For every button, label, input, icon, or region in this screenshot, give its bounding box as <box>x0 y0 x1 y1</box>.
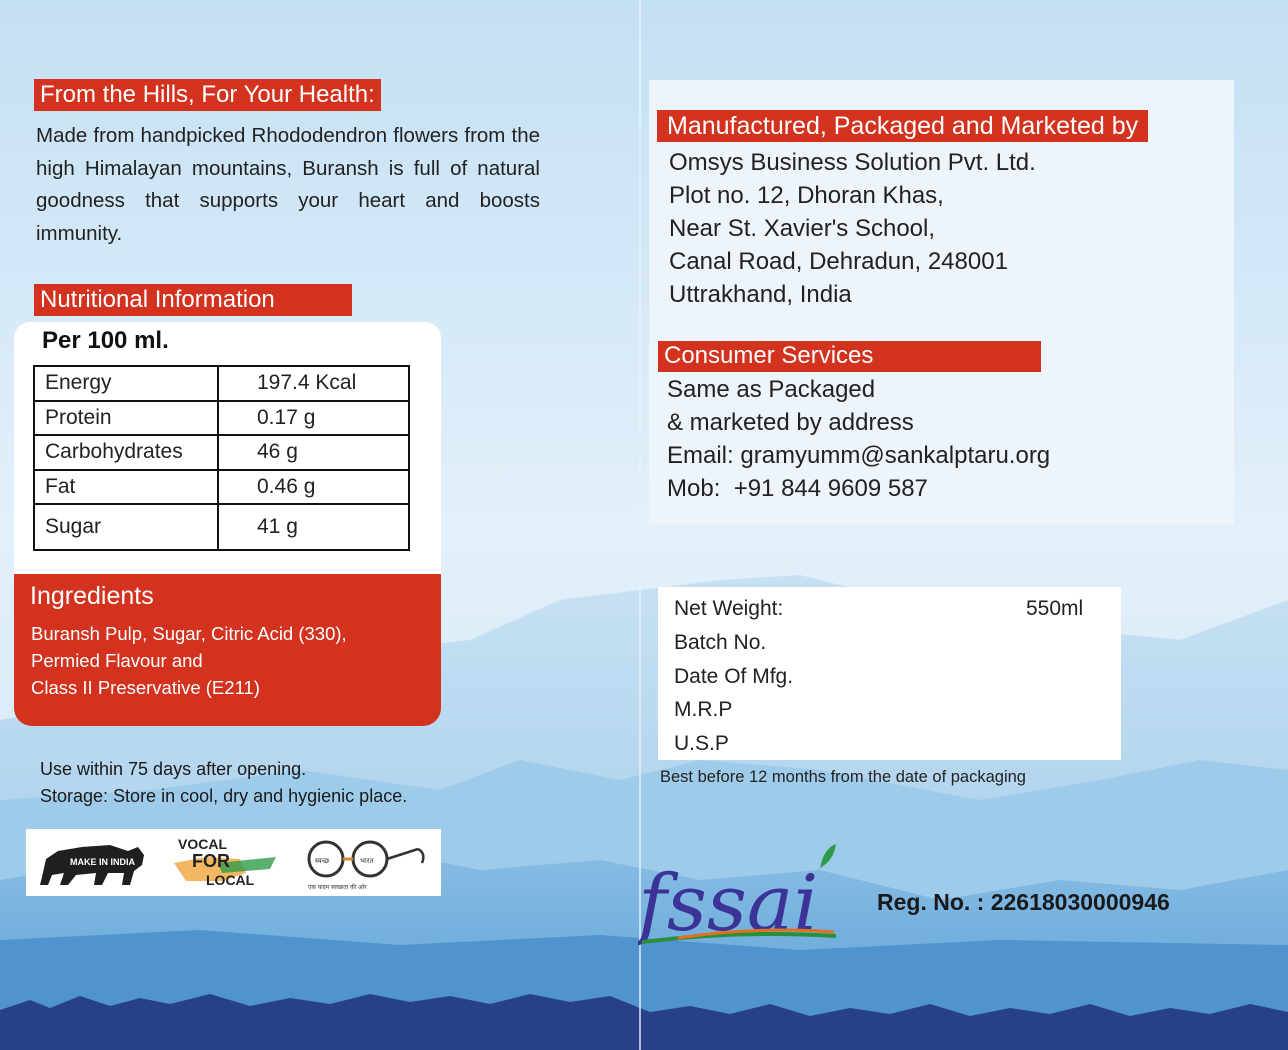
consumer-services <box>667 373 1050 505</box>
ingredients-box <box>14 574 441 726</box>
nutrient-value: 197.4 Kcal <box>218 366 409 401</box>
cs-mobile: Mob: +91 844 9609 587 <box>667 475 928 502</box>
address-line: Near St. Xavier's School, <box>669 215 936 242</box>
nutrient-name: Protein <box>34 401 218 436</box>
fssai-text: fssai <box>638 859 819 948</box>
usage-instructions <box>40 756 407 810</box>
table-row <box>34 504 409 550</box>
bharat-text: भारत <box>360 857 374 865</box>
mfg-header: Manufactured, Packaged and Marketed by <box>657 110 1148 142</box>
make-in-india-text: MAKE IN INDIA <box>70 857 135 867</box>
swachh-bharat-logo <box>308 842 423 891</box>
table-row <box>34 401 409 436</box>
local-text: LOCAL <box>206 872 255 888</box>
logos-strip <box>26 829 441 896</box>
intro-header: From the Hills, For Your Health: <box>34 79 381 111</box>
table-row <box>34 435 409 470</box>
address-line: Canal Road, Dehradun, 248001 <box>669 248 1008 275</box>
nutrient-value: 0.46 g <box>218 470 409 505</box>
nutrient-name: Fat <box>34 470 218 505</box>
nutrient-value: 41 g <box>218 504 409 550</box>
nutrition-table <box>33 365 410 551</box>
make-in-india-logo <box>40 845 144 885</box>
nutrient-name: Sugar <box>34 504 218 550</box>
vocal-text: VOCAL <box>178 836 227 852</box>
address-line: Plot no. 12, Dhoran Khas, <box>669 182 944 209</box>
usp-label: U.S.P <box>674 732 729 755</box>
address-line: Omsys Business Solution Pvt. Ltd. <box>669 149 1036 176</box>
usage-line: Storage: Store in cool, dry and hygienic place. <box>40 786 408 806</box>
best-before-note: Best before 12 months from the date of packaging <box>660 768 1026 786</box>
nutrient-value: 46 g <box>218 435 409 470</box>
cs-line: Same as Packaged <box>667 376 876 403</box>
for-text: FOR <box>192 851 230 871</box>
batch-no-label: Batch No. <box>674 631 767 654</box>
table-row <box>34 366 409 401</box>
ingredients-title: Ingredients <box>30 582 154 610</box>
table-row <box>34 470 409 505</box>
ingredients-list <box>31 620 347 701</box>
nutrient-name: Carbohydrates <box>34 435 218 470</box>
swachh-tagline: एक कदम स्वच्छता की ओर <box>308 884 367 891</box>
vocal-for-local-logo <box>174 836 276 888</box>
ingredients-line: Class II Preservative (E211) <box>31 677 260 698</box>
fssai-logo <box>638 838 843 948</box>
mfg-address <box>669 146 1036 311</box>
mrp-label: M.R.P <box>674 698 733 721</box>
leaf-icon <box>820 844 836 868</box>
nutrient-value: 0.17 g <box>218 401 409 436</box>
consumer-services-header: Consumer Services <box>658 341 1041 372</box>
fssai-reg-number: Reg. No. : 22618030000946 <box>877 889 1170 915</box>
cs-email: Email: gramyumm@sankalptaru.org <box>667 442 1051 469</box>
net-weight-label: Net Weight: <box>674 597 784 620</box>
address-line: Uttrakhand, India <box>669 281 852 308</box>
nutrient-name: Energy <box>34 366 218 401</box>
ingredients-line: Permied Flavour and <box>31 650 203 671</box>
nutrition-per-label: Per 100 ml. <box>42 327 169 354</box>
nutrition-header: Nutritional Information <box>34 284 352 316</box>
usage-line: Use within 75 days after opening. <box>40 759 307 779</box>
ingredients-line: Buransh Pulp, Sugar, Citric Acid (330), <box>31 623 347 644</box>
net-weight-value: 550ml <box>1026 597 1084 620</box>
intro-text: Made from handpicked Rhododendron flowers from the high Himalayan mountains, Buransh is full of natural goodness that supports your heart and boosts immunity. <box>36 124 540 245</box>
cs-line: & marketed by address <box>667 409 914 436</box>
mfg-date-label: Date Of Mfg. <box>674 665 794 688</box>
net-weight-box <box>658 587 1121 760</box>
swachh-text: स्वच्छ <box>315 857 330 865</box>
